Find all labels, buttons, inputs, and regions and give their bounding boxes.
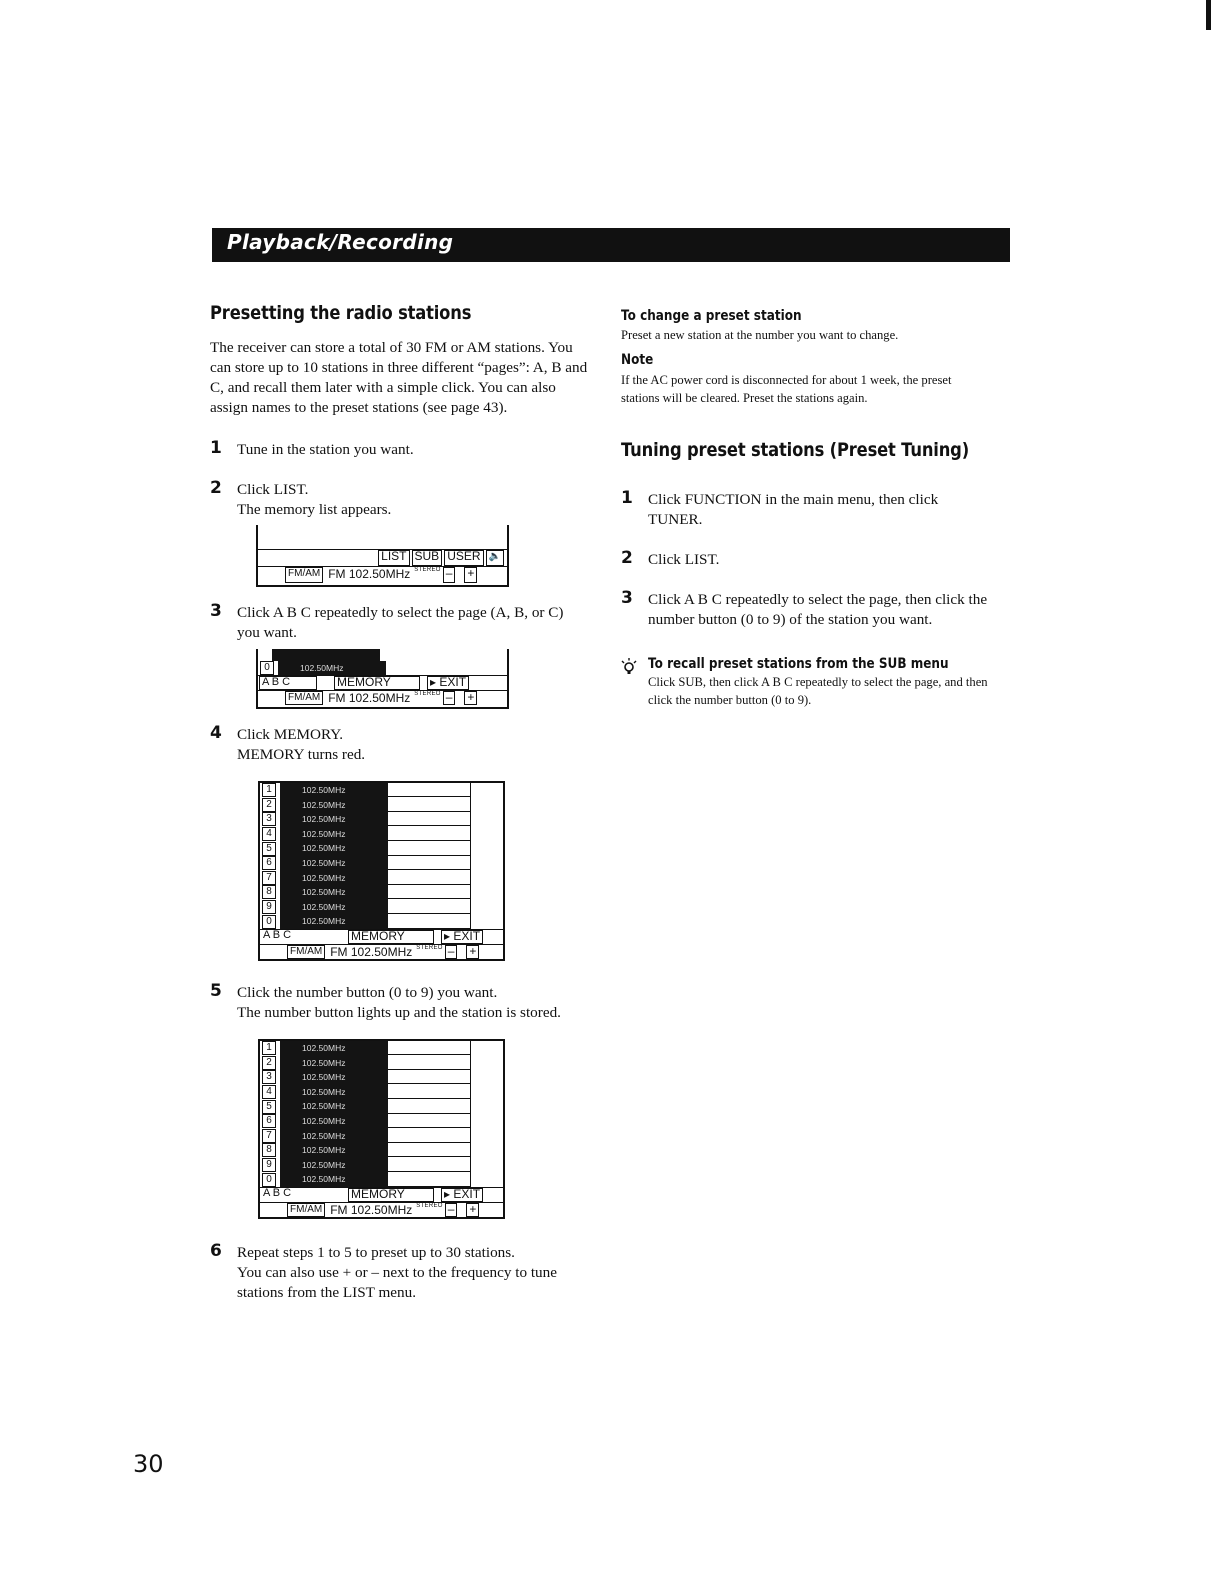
step-text: Click FUNCTION in the main menu, then click TUNER. bbox=[648, 491, 939, 528]
tip-text: Click SUB, then click A B C repeatedly to select the page, and then click the number button (0 to 9). bbox=[648, 675, 988, 707]
step-number: 3 bbox=[210, 601, 222, 621]
exit-label: EXIT bbox=[439, 675, 467, 689]
stereo-indicator: STEREO bbox=[416, 944, 443, 951]
preset-name-field[interactable] bbox=[388, 885, 470, 899]
number-button[interactable]: 6 bbox=[262, 1114, 276, 1128]
frequency-display: FM 102.50MHz bbox=[330, 944, 413, 959]
number-button[interactable]: 9 bbox=[262, 1158, 276, 1172]
number-button[interactable]: 4 bbox=[262, 1085, 276, 1099]
stereo-indicator: STEREO bbox=[416, 1202, 443, 1209]
preset-row bbox=[260, 871, 470, 886]
preset-frequency: 102.50MHz bbox=[280, 1114, 388, 1129]
band-button[interactable]: FM/AM bbox=[287, 1203, 325, 1217]
number-button[interactable]: 7 bbox=[262, 871, 276, 885]
preset-tuning-heading: Tuning preset stations (Preset Tuning) bbox=[621, 439, 970, 461]
step-text: The memory list appears. bbox=[237, 501, 392, 518]
step-number: 2 bbox=[210, 478, 222, 498]
preset-row bbox=[260, 1070, 470, 1085]
preset-name-field[interactable] bbox=[388, 1056, 470, 1070]
stereo-indicator: STEREO bbox=[414, 691, 441, 697]
preset-frequency: 102.50MHz bbox=[280, 885, 388, 900]
preset-row bbox=[260, 841, 470, 856]
preset-frequency: 102.50MHz bbox=[280, 1158, 388, 1173]
number-button[interactable]: 0 bbox=[262, 1173, 276, 1187]
tuning-step-1 bbox=[621, 490, 991, 530]
tune-down-button[interactable]: – bbox=[445, 945, 458, 959]
preset-row bbox=[260, 827, 470, 842]
preset-name-field[interactable] bbox=[388, 798, 470, 812]
tuning-step-3 bbox=[621, 590, 991, 630]
exit-label: EXIT bbox=[453, 1186, 481, 1201]
step-3 bbox=[210, 603, 590, 643]
tune-down-button[interactable]: – bbox=[443, 691, 456, 705]
preset-frequency: 102.50MHz bbox=[278, 661, 386, 676]
sub-button[interactable]: SUB bbox=[412, 550, 443, 566]
left-column bbox=[210, 302, 590, 1303]
tip-block bbox=[621, 656, 991, 709]
change-preset-heading: To change a preset station bbox=[621, 308, 802, 324]
preset-name-field[interactable] bbox=[388, 783, 470, 797]
preset-list bbox=[260, 783, 470, 929]
number-button[interactable]: 0 bbox=[262, 915, 276, 929]
preset-name-field[interactable] bbox=[388, 871, 470, 885]
preset-frequency: 102.50MHz bbox=[280, 1070, 388, 1085]
memory-button[interactable]: MEMORY bbox=[348, 1188, 434, 1202]
preset-name-field[interactable] bbox=[388, 1070, 470, 1084]
preset-frequency: 102.50MHz bbox=[280, 1041, 388, 1056]
step-2 bbox=[210, 480, 590, 520]
section-title: Playback/Recording bbox=[227, 230, 454, 254]
number-button[interactable]: 1 bbox=[262, 1041, 276, 1055]
step-number: 5 bbox=[210, 980, 222, 1001]
tip-heading: To recall preset stations from the SUB menu bbox=[648, 656, 949, 672]
lightbulb-tip-icon bbox=[619, 656, 639, 676]
number-button[interactable]: 5 bbox=[262, 842, 276, 856]
preset-frequency: 102.50MHz bbox=[280, 812, 388, 827]
step-6 bbox=[210, 1240, 590, 1303]
preset-row bbox=[260, 885, 470, 900]
step-text: The number button lights up and the station is stored. bbox=[237, 1003, 561, 1021]
page-number: 30 bbox=[133, 1450, 164, 1478]
change-preset-text: Preset a new station at the number you want to change. bbox=[621, 328, 899, 342]
tune-up-button[interactable]: + bbox=[466, 945, 479, 959]
preset-row bbox=[260, 1041, 470, 1056]
number-button[interactable]: 2 bbox=[262, 798, 276, 812]
number-button[interactable]: 7 bbox=[262, 1129, 276, 1143]
stereo-indicator: STEREO bbox=[414, 567, 441, 573]
preset-name-field[interactable] bbox=[388, 1114, 470, 1128]
preset-frequency: 102.50MHz bbox=[280, 1056, 388, 1071]
exit-label: EXIT bbox=[453, 928, 481, 943]
tune-down-button[interactable]: – bbox=[443, 567, 456, 583]
user-button[interactable]: USER bbox=[444, 550, 483, 566]
preset-frequency: 102.50MHz bbox=[280, 1143, 388, 1158]
band-button[interactable]: FM/AM bbox=[285, 691, 323, 705]
preset-row bbox=[260, 1114, 470, 1129]
number-button[interactable]: 9 bbox=[262, 900, 276, 914]
step-text: Click A B C repeatedly to select the page (A, B, or C) you want. bbox=[237, 604, 564, 641]
number-button[interactable]: 6 bbox=[262, 856, 276, 870]
note-text: If the AC power cord is disconnected for about 1 week, the preset stations will be cleared. Preset the stations again. bbox=[621, 373, 952, 405]
exit-button[interactable]: ▸ EXIT bbox=[441, 1188, 483, 1202]
abc-page-button[interactable]: A B C bbox=[263, 1186, 292, 1199]
frequency-display: FM 102.50MHz bbox=[328, 691, 411, 705]
abc-page-button[interactable]: A B C bbox=[259, 676, 317, 690]
preset-name-field[interactable] bbox=[388, 1129, 470, 1143]
preset-frequency: 102.50MHz bbox=[280, 1172, 388, 1187]
step-number: 4 bbox=[210, 723, 222, 743]
preset-row bbox=[260, 1172, 470, 1187]
band-button[interactable]: FM/AM bbox=[285, 567, 323, 583]
step-text: Tune in the station you want. bbox=[237, 441, 414, 458]
frequency-display: FM 102.50MHz bbox=[328, 567, 411, 581]
screen-memory-list bbox=[258, 781, 505, 961]
preset-frequency: 102.50MHz bbox=[280, 798, 388, 813]
preset-name-field[interactable] bbox=[388, 1173, 470, 1187]
preset-frequency: 102.50MHz bbox=[280, 841, 388, 856]
step-text: Repeat steps 1 to 5 to preset up to 30 stations. bbox=[237, 1243, 515, 1261]
number-button[interactable]: 3 bbox=[262, 812, 276, 826]
preset-row bbox=[260, 812, 470, 827]
preset-frequency: 102.50MHz bbox=[280, 871, 388, 886]
memory-button[interactable]: MEMORY bbox=[348, 930, 434, 944]
tuning-step-2 bbox=[621, 550, 991, 570]
preset-row bbox=[260, 783, 470, 798]
preset-row bbox=[260, 856, 470, 871]
preset-row bbox=[260, 798, 470, 813]
preset-name-field[interactable] bbox=[388, 812, 470, 826]
tune-up-button[interactable]: + bbox=[466, 1203, 479, 1217]
preset-row bbox=[260, 900, 470, 915]
tune-up-button[interactable]: + bbox=[464, 691, 477, 705]
screen-page-select bbox=[256, 649, 509, 709]
step-text: Click A B C repeatedly to select the page, then click the number button (0 to 9) of the station you want. bbox=[648, 591, 988, 628]
step-number: 1 bbox=[621, 488, 633, 508]
preset-name-field[interactable] bbox=[388, 900, 470, 914]
preset-frequency: 102.50MHz bbox=[280, 856, 388, 871]
preset-row bbox=[260, 1056, 470, 1071]
preset-frequency: 102.50MHz bbox=[280, 783, 388, 798]
step-number: 2 bbox=[621, 548, 633, 568]
step-text: Click LIST. bbox=[648, 551, 720, 568]
preset-frequency: 102.50MHz bbox=[280, 1129, 388, 1144]
step-5 bbox=[210, 980, 590, 1023]
memory-button[interactable]: MEMORY bbox=[334, 676, 420, 690]
preset-name-field[interactable] bbox=[388, 842, 470, 856]
step-text: Click LIST. bbox=[237, 481, 309, 498]
number-button[interactable]: 3 bbox=[262, 1070, 276, 1084]
tune-down-button[interactable]: – bbox=[445, 1203, 458, 1217]
abc-page-button[interactable]: A B C bbox=[263, 928, 292, 941]
step-text: Click MEMORY. bbox=[237, 726, 344, 743]
step-number: 6 bbox=[210, 1240, 222, 1261]
preset-frequency: 102.50MHz bbox=[280, 1099, 388, 1114]
tune-up-button[interactable]: + bbox=[464, 567, 477, 583]
presetting-heading: Presetting the radio stations bbox=[210, 302, 472, 324]
preset-row bbox=[260, 1158, 470, 1173]
preset-row bbox=[260, 1143, 470, 1158]
right-column bbox=[621, 308, 991, 709]
preset-name-field[interactable] bbox=[388, 1100, 470, 1114]
preset-row bbox=[260, 1099, 470, 1114]
page-edge-mark bbox=[1206, 0, 1211, 30]
number-button[interactable]: 4 bbox=[262, 827, 276, 841]
preset-frequency: 102.50MHz bbox=[280, 827, 388, 842]
speaker-icon[interactable]: 🔈 bbox=[486, 550, 504, 566]
preset-frequency: 102.50MHz bbox=[280, 914, 388, 929]
number-button[interactable]: 8 bbox=[262, 885, 276, 899]
preset-name-field[interactable] bbox=[388, 856, 470, 870]
step-text: You can also use + or – next to the frequency to tune stations from the LIST menu. bbox=[237, 1263, 557, 1301]
section-header-bar bbox=[212, 228, 1010, 262]
frequency-display: FM 102.50MHz bbox=[330, 1202, 413, 1217]
preset-row bbox=[260, 1129, 470, 1144]
step-text: Click the number button (0 to 9) you want. bbox=[237, 983, 498, 1001]
page-row bbox=[258, 661, 507, 675]
preset-name-field[interactable] bbox=[388, 915, 470, 929]
step-4 bbox=[210, 725, 590, 765]
step-number: 3 bbox=[621, 588, 633, 608]
screen-memory-stored bbox=[258, 1039, 505, 1219]
preset-name-field[interactable] bbox=[388, 1158, 470, 1172]
preset-name-field[interactable] bbox=[388, 1085, 470, 1099]
preset-frequency: 102.50MHz bbox=[280, 900, 388, 915]
preset-row bbox=[260, 914, 470, 929]
step-1 bbox=[210, 440, 590, 460]
preset-frequency: 102.50MHz bbox=[280, 1085, 388, 1100]
screen-list-menu bbox=[256, 525, 509, 587]
presetting-intro: The receiver can store a total of 30 FM or AM stations. You can store up to 10 stations in three different “pages”: A, B and C, and recall them later with a simple click. You can also assign names to the preset stations (see page 43). bbox=[210, 339, 588, 416]
list-button[interactable]: LIST bbox=[378, 550, 409, 566]
step-number: 1 bbox=[210, 438, 222, 458]
number-button[interactable]: 2 bbox=[262, 1056, 276, 1070]
band-button[interactable]: FM/AM bbox=[287, 945, 325, 959]
step-text: MEMORY turns red. bbox=[237, 746, 366, 763]
number-button[interactable]: 5 bbox=[262, 1100, 276, 1114]
preset-name-field[interactable] bbox=[388, 1041, 470, 1055]
note-heading: Note bbox=[621, 352, 654, 368]
preset-name-field[interactable] bbox=[388, 827, 470, 841]
exit-button[interactable]: ▸ EXIT bbox=[441, 930, 483, 944]
number-button[interactable]: 8 bbox=[262, 1143, 276, 1157]
number-button[interactable]: 0 bbox=[260, 661, 274, 675]
preset-name-field[interactable] bbox=[388, 1143, 470, 1157]
number-button[interactable]: 1 bbox=[262, 783, 276, 797]
preset-row bbox=[260, 1085, 470, 1100]
preset-list bbox=[260, 1041, 470, 1187]
exit-button[interactable]: ▸ EXIT bbox=[427, 676, 469, 690]
